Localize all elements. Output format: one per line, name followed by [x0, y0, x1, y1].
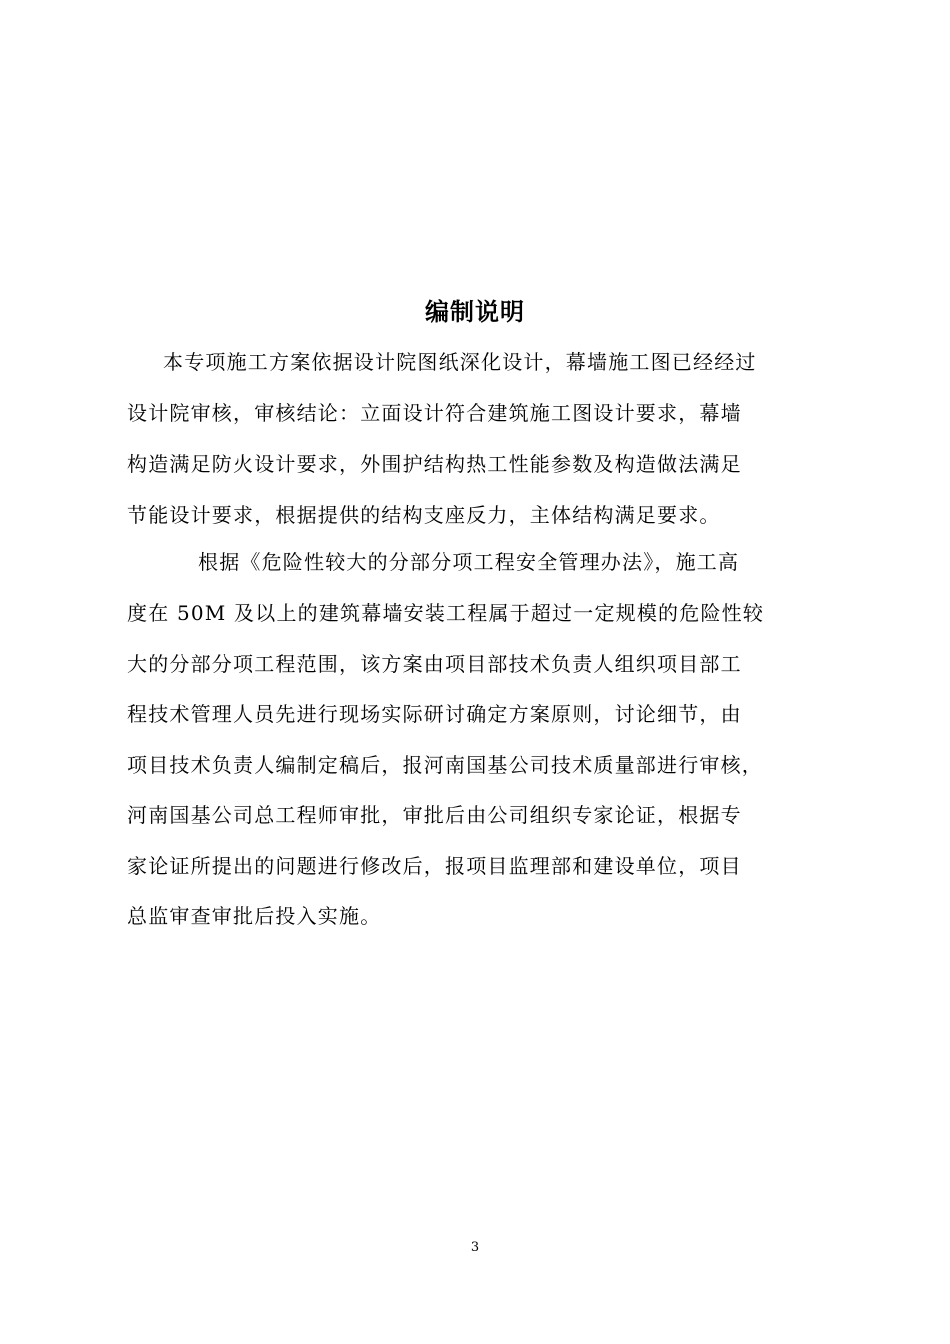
- paragraph-2-line-4: 程技术管理人员先进行现场实际研讨确定方案原则，讨论细节，由: [127, 702, 742, 726]
- paragraph-2-line-5: 项目技术负责人编制定稿后，报河南国基公司技术质量部进行审核，: [127, 753, 763, 777]
- paragraph-2-line-8: 总监审查审批后投入实施。: [127, 904, 382, 928]
- paragraph-1-line-3: 构造满足防火设计要求，外围护结构热工性能参数及构造做法满足: [127, 452, 742, 476]
- paragraph-2-line-3: 大的分部分项工程范围，该方案由项目部技术负责人组织项目部工: [127, 652, 742, 676]
- paragraph-1-line-2: 设计院审核，审核结论：立面设计符合建筑施工图设计要求，幕墙: [127, 401, 742, 425]
- paragraph-1-line-4: 节能设计要求，根据提供的结构支座反力，主体结构满足要求。: [127, 503, 721, 527]
- paragraph-2-line-1: 根据《危险性较大的分部分项工程安全管理办法》，施工高: [198, 550, 740, 574]
- paragraph-2-line-7: 家论证所提出的问题进行修改后，报项目监理部和建设单位，项目: [127, 854, 742, 878]
- page-title: 编制说明: [425, 298, 525, 326]
- page-number: 3: [470, 1240, 480, 1255]
- paragraph-2-line-2: 度在 50M 及以上的建筑幕墙安装工程属于超过一定规模的危险性较: [127, 601, 765, 625]
- paragraph-1-line-1: 本专项施工方案依据设计院图纸深化设计，幕墙施工图已经经过: [163, 350, 757, 374]
- paragraph-2-line-6: 河南国基公司总工程师审批，审批后由公司组织专家论证，根据专: [127, 803, 742, 827]
